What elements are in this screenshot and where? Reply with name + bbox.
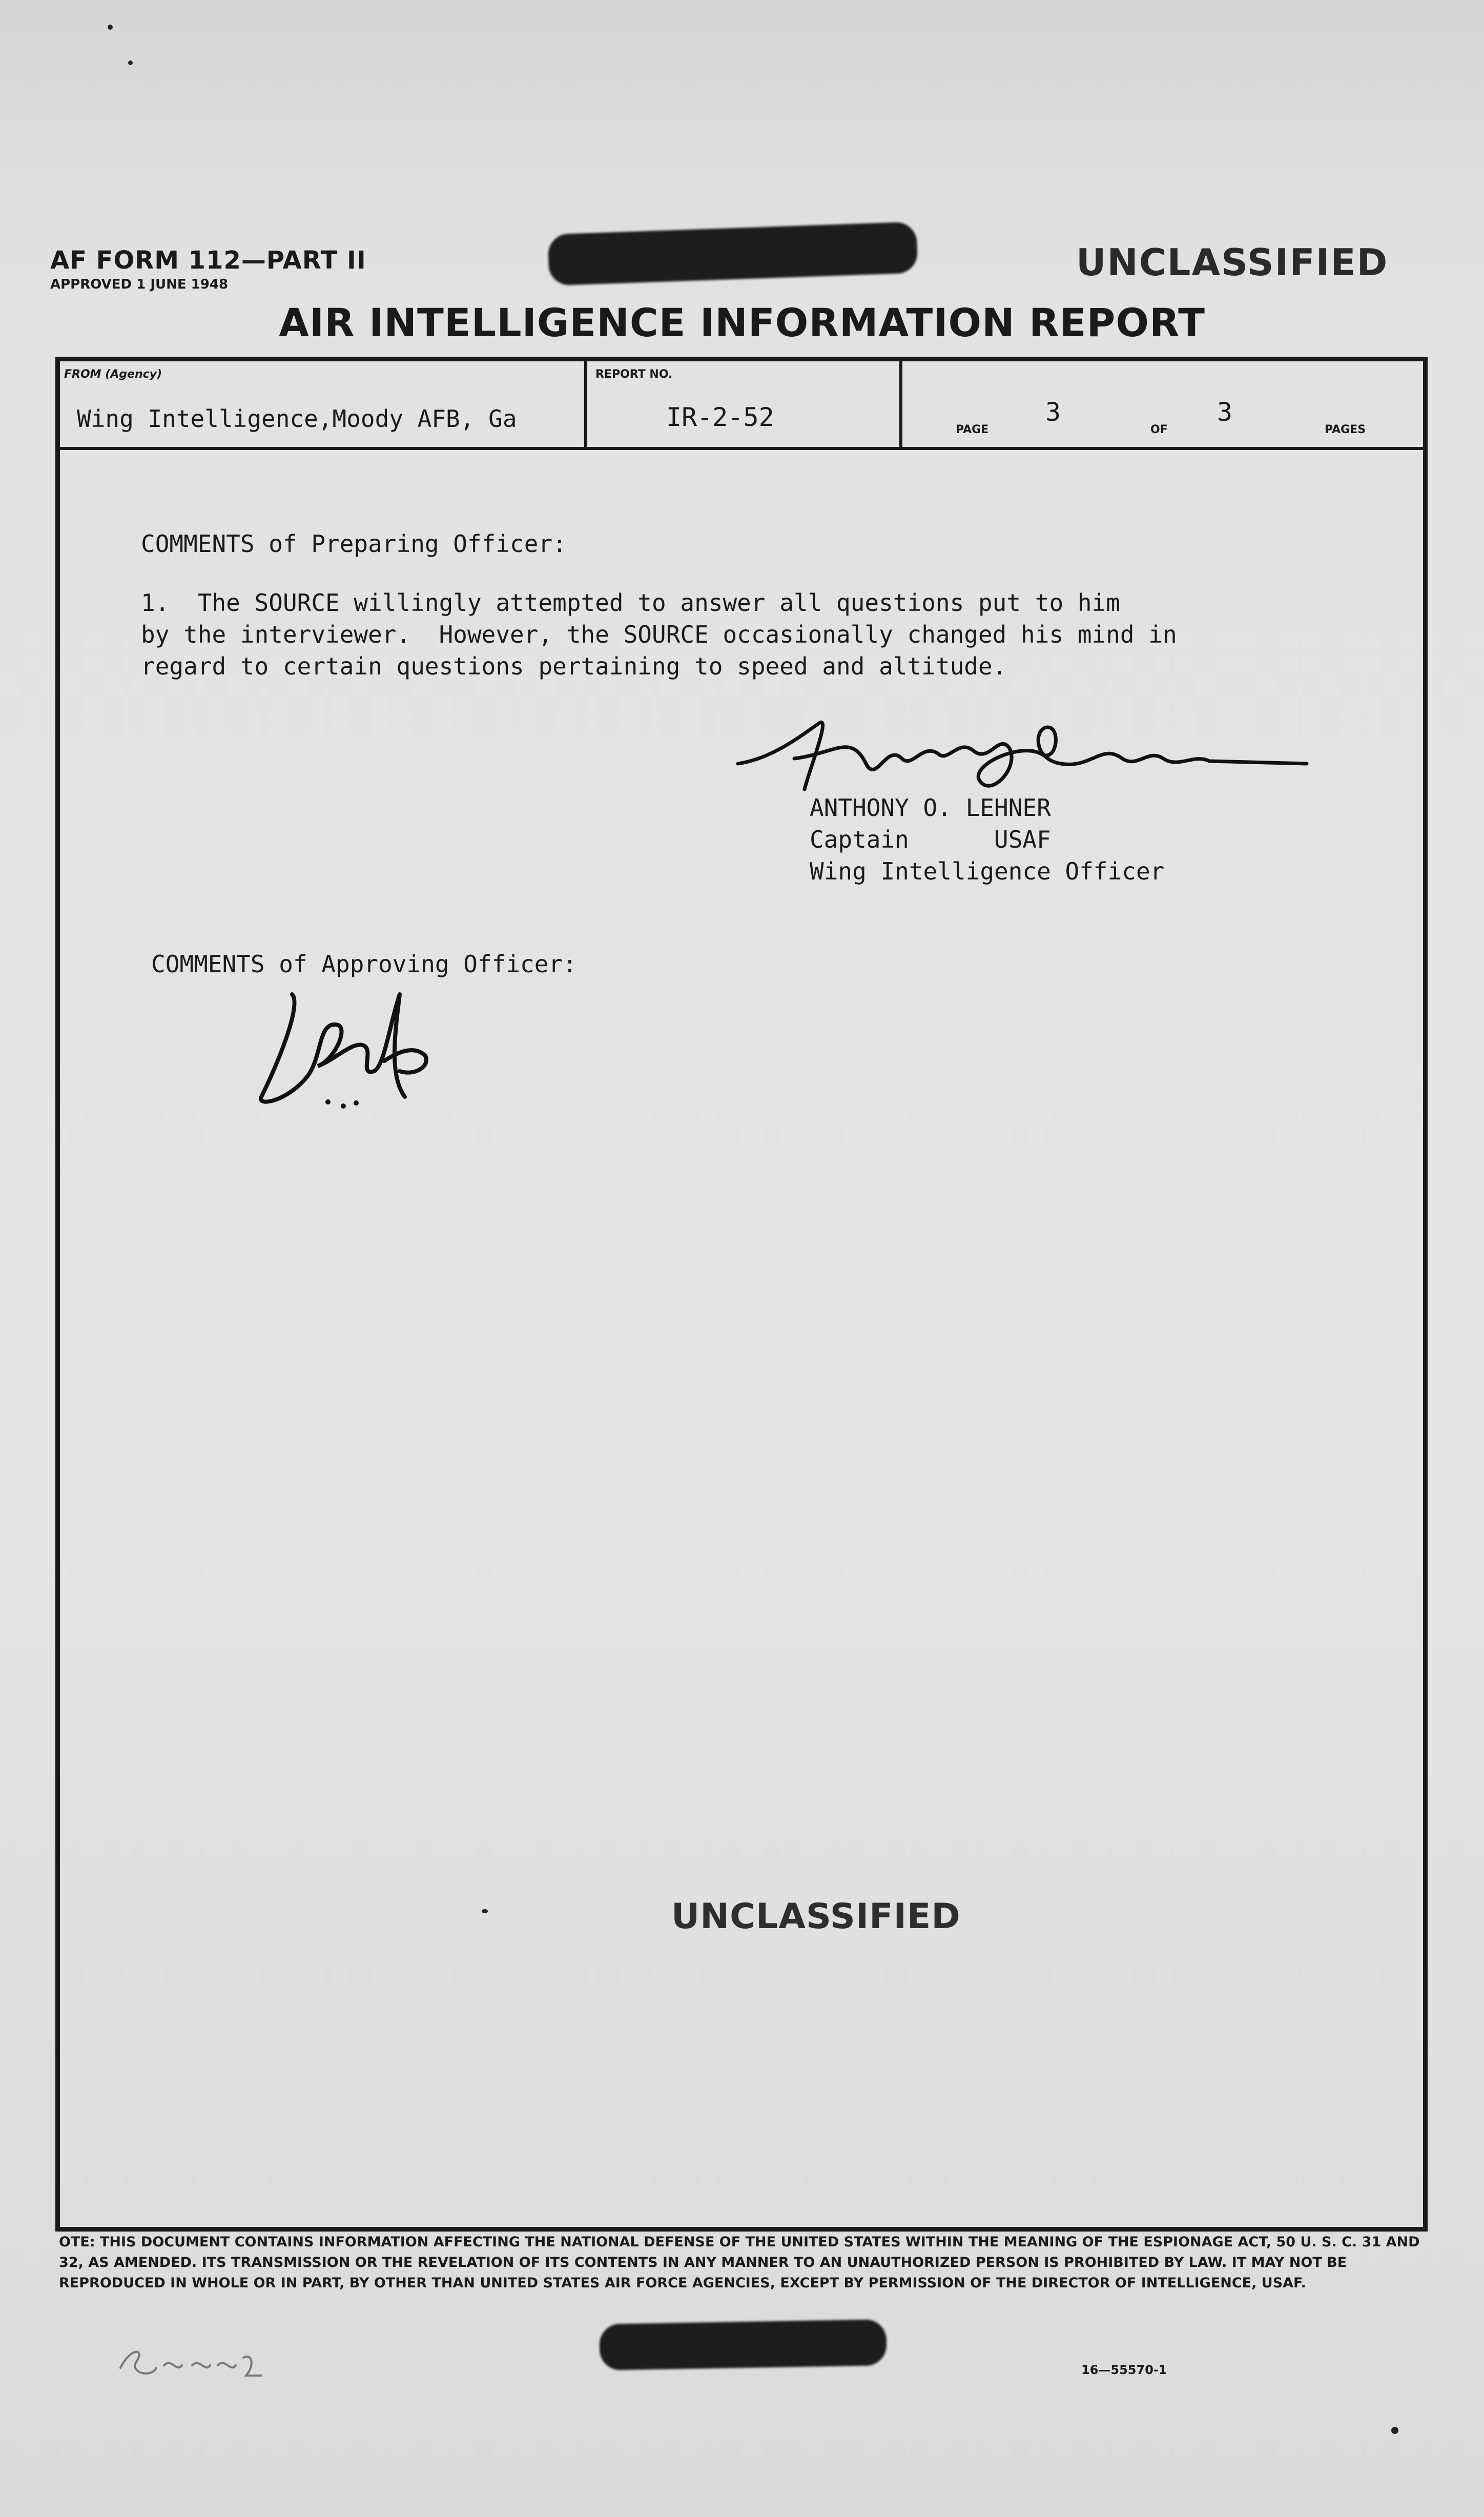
redaction-bottom [599, 2319, 887, 2370]
of-label: OF [1150, 423, 1168, 436]
handwritten-initials [246, 974, 441, 1117]
report-number-label: REPORT NO. [595, 368, 673, 381]
report-number-value: IR-2-52 [666, 402, 774, 432]
scan-speck [482, 1909, 488, 1913]
total-pages: 3 [1217, 397, 1233, 427]
form-id: AF FORM 112—PART II [50, 246, 366, 275]
classification-stamp-bottom: UNCLASSIFIED [671, 1896, 961, 1937]
from-agency-value: Wing Intelligence,Moody AFB, Ga [77, 405, 517, 433]
from-agency-label: FROM (Agency) [64, 368, 162, 381]
handwritten-note [115, 2337, 269, 2388]
form-number: 16—55570-1 [1081, 2363, 1167, 2377]
handwritten-signature [733, 702, 1312, 805]
redaction-top [547, 221, 918, 285]
scan-speck [128, 60, 133, 65]
preparing-officer-heading: COMMENTS of Preparing Officer: [141, 530, 567, 558]
preparing-officer-comment: 1. The SOURCE willingly attempted to answer all questions put to him by the interviewer. However, the SOURCE occasionally changed his mind in regard to certain questions pertaining to speed and altitude. [141, 589, 1177, 680]
report-title: AIR INTELLIGENCE INFORMATION REPORT [279, 300, 1205, 345]
scan-speck [108, 25, 113, 30]
signature-block [810, 792, 1164, 887]
header-column-divider-2 [899, 361, 902, 448]
page-label: PAGE [956, 423, 989, 436]
form-approved-date: APPROVED 1 JUNE 1948 [50, 277, 229, 292]
classification-stamp-top: UNCLASSIFIED [1076, 241, 1389, 284]
approving-officer-heading: COMMENTS of Approving Officer: [151, 950, 577, 978]
header-divider [60, 447, 1423, 450]
scan-speck [1391, 2427, 1398, 2434]
page-number: 3 [1045, 397, 1061, 427]
signer-title: Wing Intelligence Officer [810, 857, 1165, 885]
espionage-act-notice: OTE: THIS DOCUMENT CONTAINS INFORMATION AFFECTING THE NATIONAL DEFENSE OF THE UNITED STATES WITHIN THE MEANING OF THE ESPIONAGE ACT, 50 U. S. C. 31 AND 32, AS AMENDED. ITS TRANSMISSION OR THE REVELATION OF ITS CONTENTS IN ANY MANNER TO AN UNAUTHORIZED PERSON IS PROHIBITED BY LAW. IT MAY NOT BE REPRODUCED IN WHOLE OR IN PART, BY OTHER THAN UNITED STATES AIR FORCE AGENCIES, EXCEPT BY PERMISSION OF THE DIRECTOR OF INTELLIGENCE, USAF. [59, 2234, 1420, 2291]
signer-name: ANTHONY O. LEHNER [810, 794, 1051, 822]
signer-rank: Captain USAF [810, 826, 1051, 853]
header-column-divider-1 [584, 361, 587, 448]
pages-label: PAGES [1325, 423, 1366, 436]
